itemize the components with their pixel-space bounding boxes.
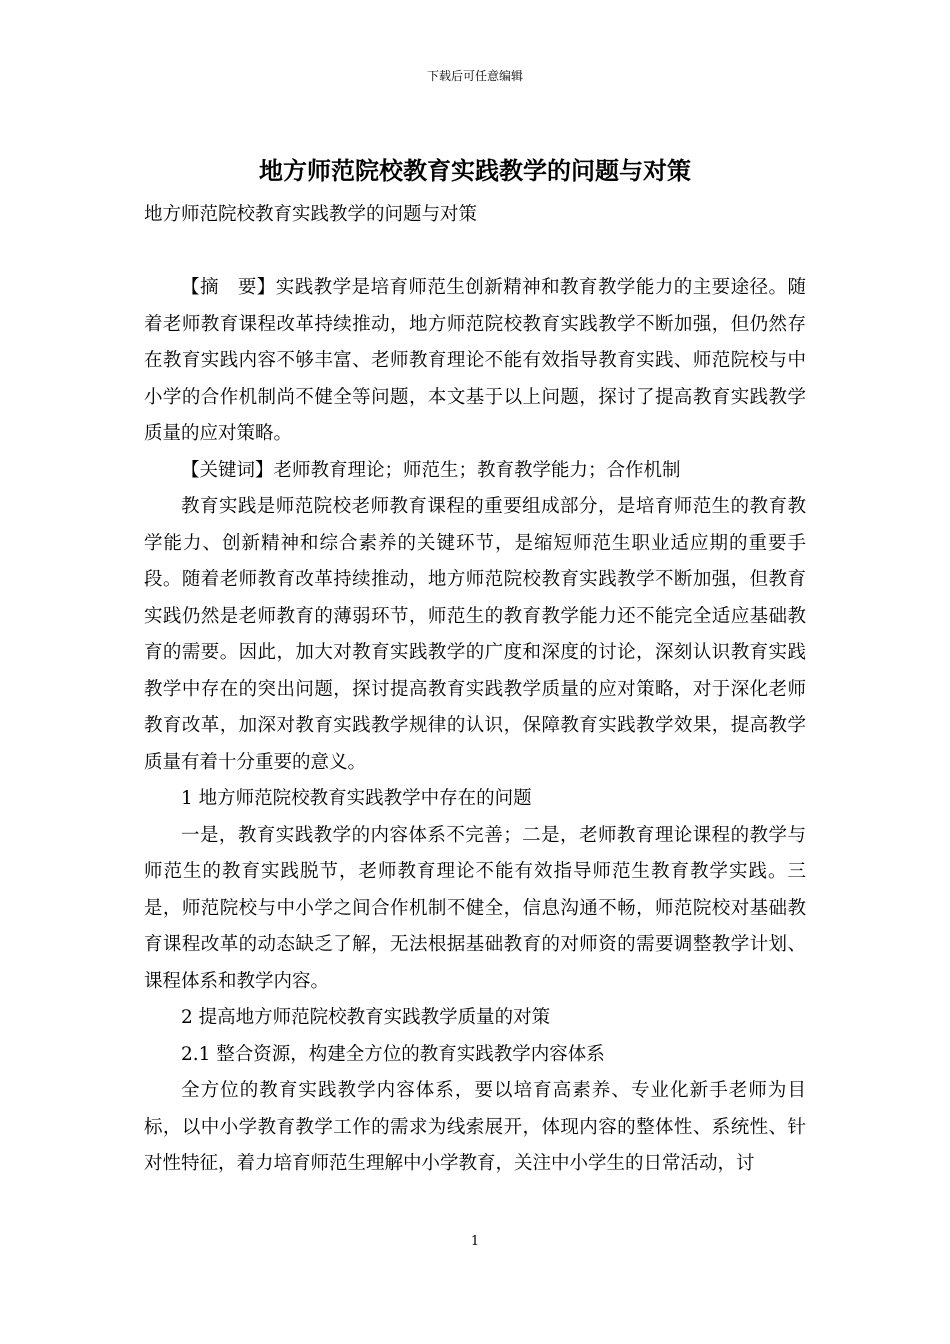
intro-paragraph: 教育实践是师范院校老师教育课程的重要组成部分，是培育师范生的教育教学能力、创新精神和综合素养的关键环节，是缩短师范生职业适应期的重要手段。随着老师教育改革持续推动，地方师范院校教育实践教学不断加强，但教育实践仍然是老师教育的薄弱环节，师范生的教育教学能力还不能完全适应基础教育的需要。因此，加大对教育实践教学的广度和深度的讨论，深刻认识教育实践教学中存在的突出问题，探讨提高教育实践教学质量的应对策略，对于深化老师教育改革，加深对教育实践教学规律的认识，保障教育实践教学效果，提高教学质量有着十分重要的意义。 — [144, 496, 806, 773]
subsection-2-1-paragraph: 全方位的教育实践教学内容体系，要以培育高素养、专业化新手老师为目标，以中小学教育教学工作的需求为线索展开，体现内容的整体性、系统性、针对性特征，着力培育师范生理解中小学教育，关注中小学生的日常活动，讨 — [144, 1080, 806, 1174]
abstract-paragraph: 【摘 要】实践教学是培育师范生创新精神和教育教学能力的主要途径。随着老师教育课程改革持续推动，地方师范院校教育实践教学不断加强，但仍然存在教育实践内容不够丰富、老师教育理论不能有效指导教育实践、师范院校与中小学的合作机制尚不健全等问题，本文基于以上问题，探讨了提高教育实践教学质量的应对策略。 — [144, 277, 806, 444]
section-1-paragraph: 一是，教育实践教学的内容体系不完善；二是，老师教育理论课程的教学与师范生的教育实践脱节，老师教育理论不能有效指导师范生教育教学实践。三是，师范院校与中小学之间合作机制不健全，信息沟通不畅，师范院校对基础教育课程改革的动态缺乏了解，无法根据基础教育的对师资的需要调整教学计划、课程体系和教学内容。 — [144, 824, 806, 992]
document-title: 地方师范院校教育实践教学的问题与对策 — [259, 156, 691, 185]
document-subtitle: 地方师范院校教育实践教学的问题与对策 — [144, 204, 478, 225]
page-number: 1 — [470, 1234, 480, 1249]
section-heading-1: 1 地方师范院校教育实践教学中存在的问题 — [181, 788, 532, 809]
subsection-heading-2-1: 2.1 整合资源，构建全方位的教育实践教学内容体系 — [181, 1043, 605, 1065]
document-body — [144, 197, 806, 1183]
header-note: 下载后可任意编辑 — [426, 69, 523, 83]
keywords-paragraph: 【关键词】老师教育理论；师范生；教育教学能力；合作机制 — [181, 459, 681, 481]
section-heading-2: 2 提高地方师范院校教育实践教学质量的对策 — [181, 1007, 551, 1028]
